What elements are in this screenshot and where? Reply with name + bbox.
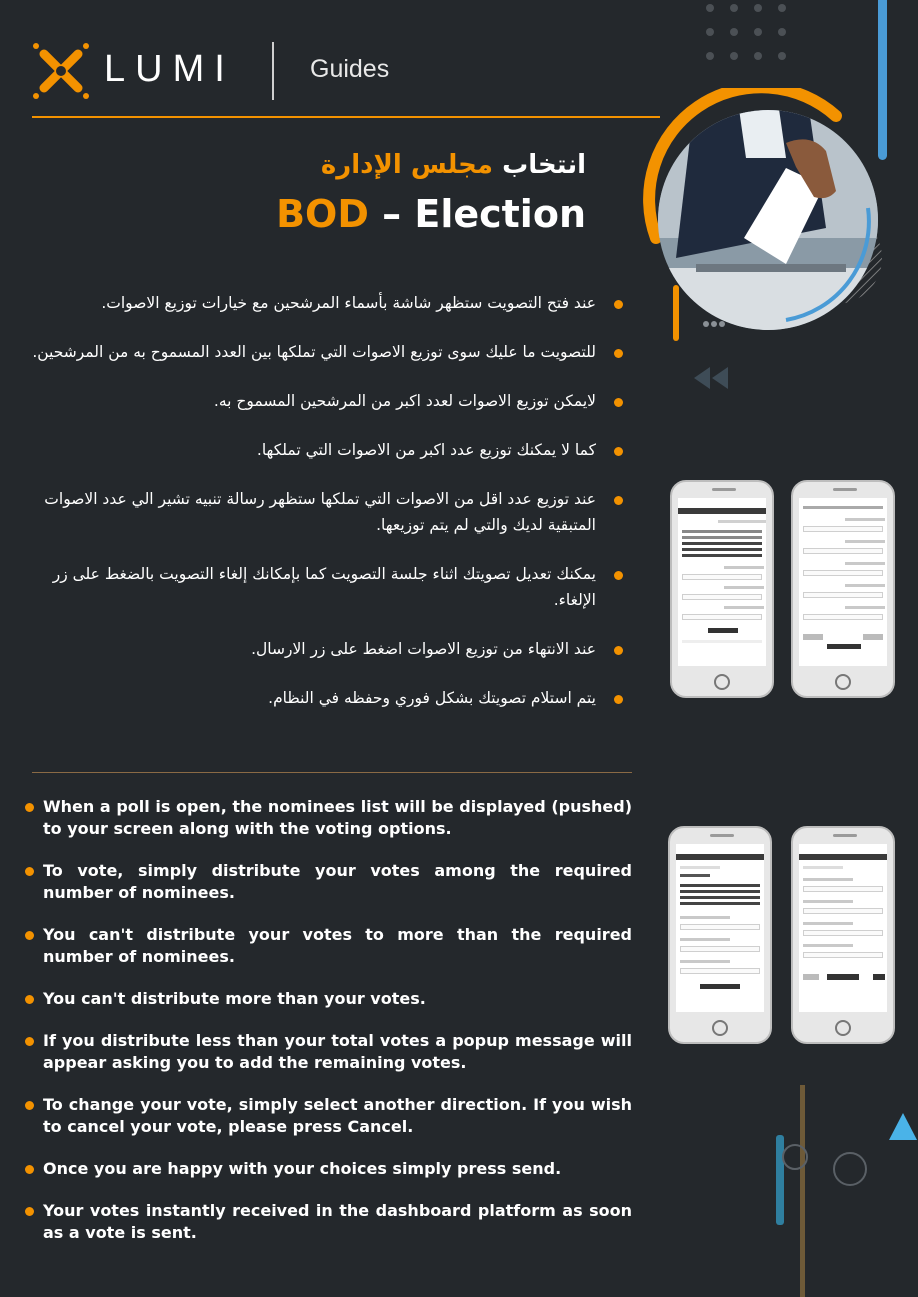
list-item: عند توزيع عدد اقل من الاصوات التي تملكها ستظهر رسالة تنبيه تشير الي عدد الاصوات المتبقية لديك والتي لم يتم توزيعها. <box>26 486 626 538</box>
decorative-circle <box>833 1152 867 1186</box>
bullet-icon <box>25 1101 34 1110</box>
decorative-line <box>800 1085 805 1297</box>
list-item: يمكنك تعديل تصويتك اثناء جلسة التصويت كما بإمكانك إلغاء التصويت بالضغط على زر الإلغاء. <box>26 561 626 613</box>
phone-screen <box>799 844 887 1012</box>
list-item: لايمكن توزيع الاصوات لعدد اكبر من المرشحين المسموح به. <box>26 388 626 414</box>
bullet-icon <box>614 646 623 655</box>
page-title-arabic: انتخاب مجلس الإدارة <box>320 150 586 180</box>
list-item: To change your vote, simply select another direction. If you wish to cancel your vote, please press Cancel. <box>22 1094 632 1138</box>
bullet-icon <box>25 803 34 812</box>
list-item: If you distribute less than your total votes a popup message will appear asking you to add the remaining votes. <box>22 1030 632 1074</box>
section-label: Guides <box>310 55 390 83</box>
phone-mockup-vote-distribution <box>791 480 895 698</box>
phone-screen <box>678 498 766 666</box>
decorative-line <box>776 1135 784 1225</box>
list-item: للتصويت ما عليك سوى توزيع الاصوات التي تملكها بين العدد المسموح به من المرشحين. <box>26 339 626 365</box>
english-instructions-list <box>22 796 632 1264</box>
decorative-circle <box>782 1144 808 1170</box>
list-item: You can't distribute more than your votes. <box>22 988 632 1010</box>
lumi-logo-icon <box>32 42 90 100</box>
list-item: عند فتح التصويت ستظهر شاشة بأسماء المرشحين مع خيارات توزيع الاصوات. <box>26 290 626 316</box>
brand-name: LUMI <box>104 48 235 90</box>
phone-screen <box>799 498 887 666</box>
phone-mockup-arabic-ballot <box>670 480 774 698</box>
bullet-icon <box>614 447 623 456</box>
header-divider <box>32 116 660 118</box>
section-divider <box>32 772 632 773</box>
logo-divider <box>272 42 274 100</box>
list-item: يتم استلام تصويتك بشكل فوري وحفظه في النظام. <box>26 685 626 711</box>
bullet-icon <box>614 398 623 407</box>
bullet-icon <box>25 931 34 940</box>
list-item: عند الانتهاء من توزيع الاصوات اضغط على زر الارسال. <box>26 636 626 662</box>
list-item: When a poll is open, the nominees list will be displayed (pushed) to your screen along with the voting options. <box>22 796 632 840</box>
list-item: You can't distribute your votes to more than the required number of nominees. <box>22 924 632 968</box>
rewind-arrows-icon <box>690 365 730 391</box>
bullet-icon <box>614 349 623 358</box>
ballot-box-illustration <box>636 88 900 352</box>
list-item: كما لا يمكنك توزيع عدد اكبر من الاصوات التي تملكها. <box>26 437 626 463</box>
bullet-icon <box>614 496 623 505</box>
phone-mockup-english-distribution <box>791 826 895 1044</box>
bullet-icon <box>614 300 623 309</box>
bullet-icon <box>25 867 34 876</box>
triangle-icon <box>888 1112 918 1142</box>
list-item: Once you are happy with your choices simply press send. <box>22 1158 632 1180</box>
bullet-icon <box>25 1207 34 1216</box>
list-item: To vote, simply distribute your votes among the required number of nominees. <box>22 860 632 904</box>
list-item: Your votes instantly received in the dashboard platform as soon as a vote is sent. <box>22 1200 632 1244</box>
page-title-english: BOD – Election <box>276 192 586 236</box>
bullet-icon <box>25 1037 34 1046</box>
bullet-icon <box>614 571 623 580</box>
bullet-icon <box>25 1165 34 1174</box>
phone-mockup-english-ballot <box>668 826 772 1044</box>
arabic-instructions-list <box>26 290 626 734</box>
decorative-dot-grid <box>706 4 796 64</box>
bullet-icon <box>25 995 34 1004</box>
phone-screen <box>676 844 764 1012</box>
bullet-icon <box>614 695 623 704</box>
